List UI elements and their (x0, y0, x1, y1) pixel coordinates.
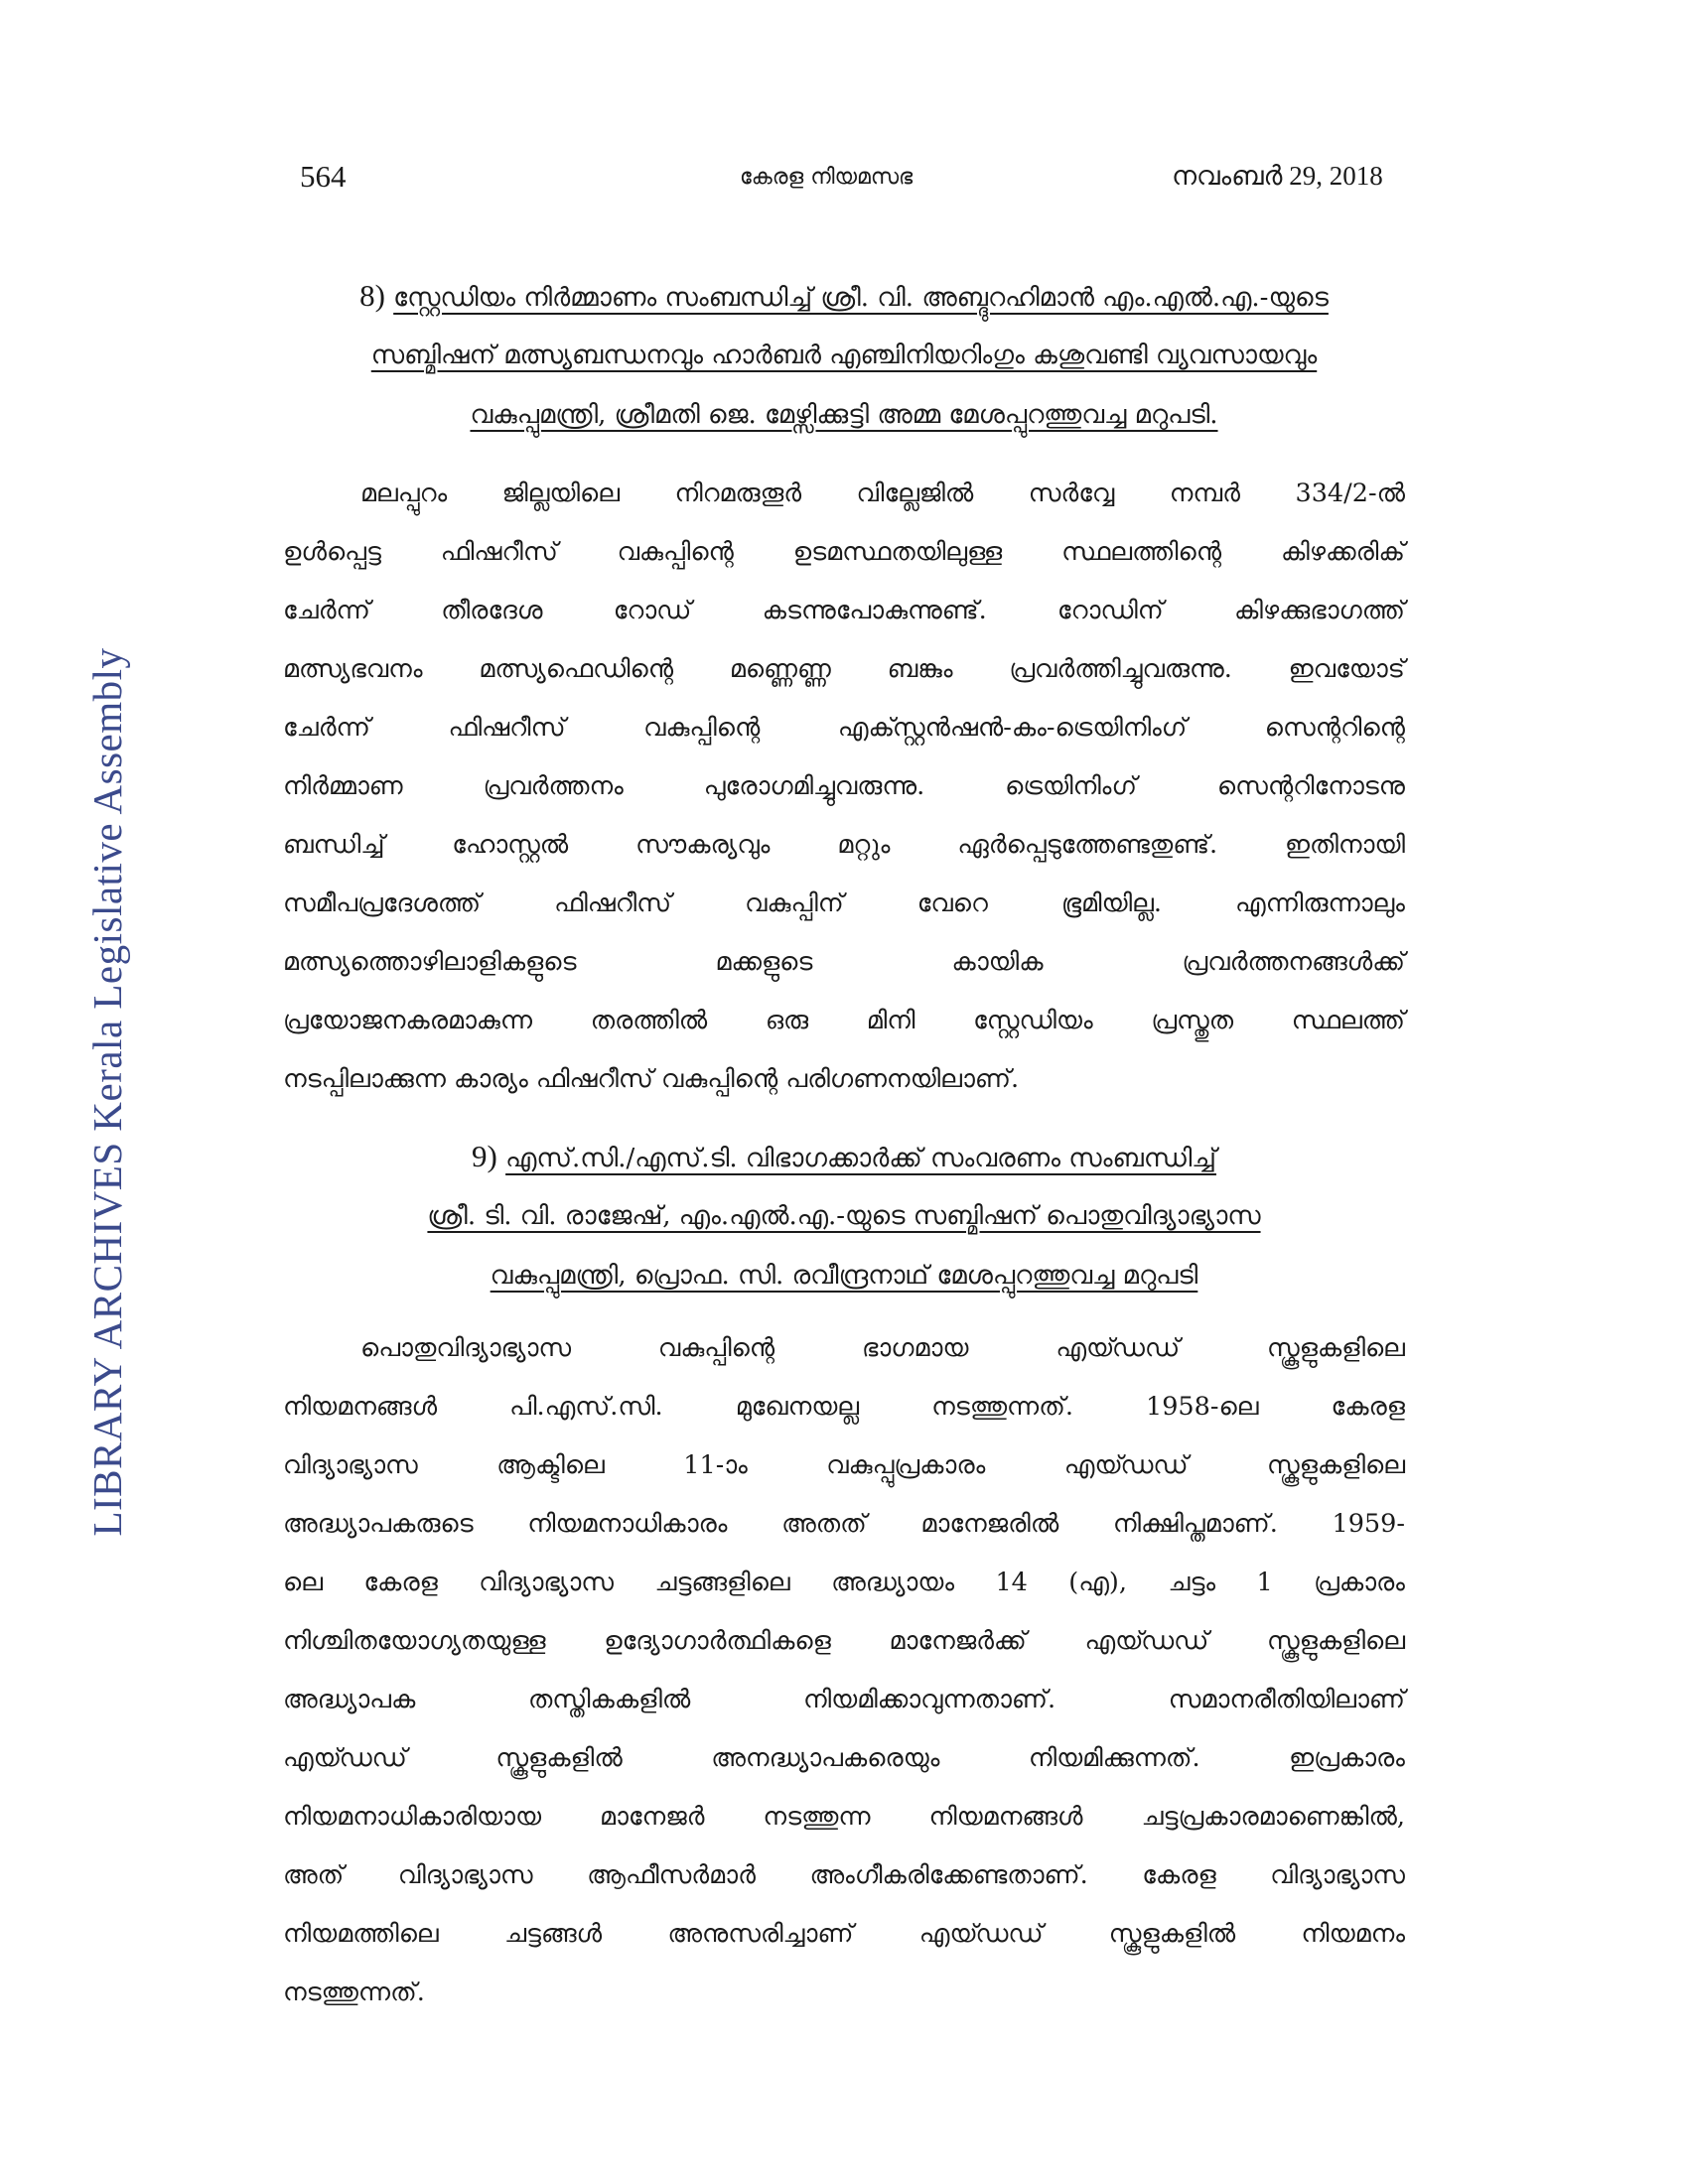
section-8-paragraph (283, 465, 1405, 1109)
section-9-paragraph (283, 1319, 1405, 2022)
paragraph-line: സമീപപ്രദേശത്ത് ഫിഷറീസ് വകുപ്പിന് വേറെ ഭൂമിയില്ല. എന്നിരുന്നാലും (283, 888, 1405, 918)
section-number: 9) (472, 1139, 497, 1173)
paragraph-line: നിയമനാധികാരിയായ മാനേജർ നടത്തുന്ന നിയമനങ്ങൾ ചട്ടപ്രകാരമാണെങ്കിൽ, (283, 1802, 1405, 1832)
paragraph-line: ബന്ധിച്ച് ഹോസ്റ്റൽ സൗകര്യവും മറ്റും ഏർപ്പെടുത്തേണ്ടതുണ്ട്. ഇതിനായി (283, 830, 1405, 860)
paragraph-line: അദ്ധ്യാപകരുടെ നിയമനാധികാരം അതത് മാനേജരിൽ നിക്ഷിപ്തമാണ്. 1959- (283, 1509, 1405, 1539)
paragraph-line: പൊതുവിദ്യാഭ്യാസ വകുപ്പിന്റെ ഭാഗമായ എയ്ഡഡ് സ്കൂളുകളിലെ (360, 1333, 1405, 1363)
paragraph-line: ലെ കേരള വിദ്യാഭ്യാസ ചട്ടങ്ങളിലെ അദ്ധ്യായം 14 (എ), ചട്ടം 1 പ്രകാരം (283, 1568, 1405, 1597)
paragraph-line: നടപ്പിലാക്കുന്ന കാര്യം ഫിഷറീസ് വകുപ്പിന്റെ പരിഗണനയിലാണ്. (283, 1064, 1020, 1094)
heading-line: വകുപ്പുമന്ത്രി, പ്രൊഫ. സി. രവീന്ദ്രനാഥ് മേശപ്പുറത്തുവച്ച മറുപടി (490, 1261, 1198, 1291)
heading-text: സ്റ്റേഡിയം നിർമ്മാണം സംബന്ധിച്ച് ശ്രീ. വി. അബ്ദുറഹിമാൻ എം.എൽ.എ.-യുടെ (393, 283, 1329, 313)
paragraph-line: ചേർന്ന് ഫിഷറീസ് വകുപ്പിന്റെ എക്സ്റ്റൻഷൻ-കം-ട്രെയിനിംഗ് സെന്ററിന്റെ (283, 713, 1405, 743)
archive-watermark: LIBRARY ARCHIVES Kerala Legislative Assembly (84, 647, 130, 1537)
heading-line: ശ്രീ. ടി. വി. രാജേഷ്, എം.എൽ.എ.-യുടെ സബ്മിഷന് പൊതുവിദ്യാഭ്യാസ (427, 1201, 1261, 1231)
heading-text: എസ്.സി./എസ്.ടി. വിഭാഗക്കാർക്ക് സംവരണം സംബന്ധിച്ച് (505, 1144, 1216, 1173)
paragraph-line: നിർമ്മാണ പ്രവർത്തനം പുരോഗമിച്ചുവരുന്നു. ട്രെയിനിംഗ് സെന്ററിനോടനു (283, 771, 1405, 801)
paragraph-line: മലപ്പുറം ജില്ലയിലെ നിറമരുതൂർ വില്ലേജിൽ സർവ്വേ നമ്പർ 334/2-ൽ (360, 478, 1405, 508)
paragraph-line: അത് വിദ്യാഭ്യാസ ആഫീസർമാർ അംഗീകരിക്കേണ്ടതാണ്. കേരള വിദ്യാഭ്യാസ (283, 1860, 1405, 1890)
paragraph-line: അദ്ധ്യാപക തസ്തികകളിൽ നിയമിക്കാവുന്നതാണ്. സമാനരീതിയിലാണ് (283, 1685, 1405, 1714)
header-date: നവംബർ 29, 2018 (1172, 161, 1383, 191)
heading-line: വകുപ്പുമന്ത്രി, ശ്രീമതി ജെ. മേഴ്സിക്കുട്ടി അമ്മ മേശപ്പുറത്തുവച്ച മറുപടി. (470, 400, 1218, 430)
paragraph-line: എയ്ഡഡ് സ്കൂളുകളിൽ അനദ്ധ്യാപകരെയും നിയമിക്കുന്നത്. ഇപ്രകാരം (283, 1743, 1405, 1773)
paragraph-line: നിയമനങ്ങൾ പി.എസ്.സി. മുഖേനയല്ല നടത്തുന്നത്. 1958-ലെ കേരള (283, 1392, 1405, 1422)
heading-line: സബ്മിഷന് മത്സ്യബന്ധനവും ഹാർബർ എഞ്ചിനിയറിംഗും കശുവണ്ടി വ്യവസായവും (370, 341, 1318, 370)
paragraph-line: മത്സ്യത്തൊഴിലാളികളുടെ മക്കളുടെ കായിക പ്രവർത്തനങ്ങൾക്ക് (283, 947, 1405, 977)
page-content (283, 266, 1405, 2022)
section-9-heading (283, 1127, 1405, 1305)
heading-line (283, 1127, 1405, 1186)
page-header (0, 159, 1688, 208)
paragraph-line: മത്സ്യഭവനം മത്സ്യഫെഡിന്റെ മണ്ണെണ്ണ ബങ്കും പ്രവർത്തിച്ചുവരുന്നു. ഇവയോട് (283, 654, 1405, 684)
section-8-heading (283, 266, 1405, 445)
paragraph-line: നടത്തുന്നത്. (283, 1978, 425, 2007)
heading-line (283, 266, 1405, 326)
paragraph-line: പ്രയോജനകരമാകുന്ന തരത്തിൽ ഒരു മിനി സ്റ്റേഡിയം പ്രസ്തുത സ്ഥലത്ത് (283, 1006, 1405, 1035)
paragraph-line: ഉൾപ്പെട്ട ഫിഷറീസ് വകുപ്പിന്റെ ഉടമസ്ഥതയിലുള്ള സ്ഥലത്തിന്റെ കിഴക്കരിക് (283, 537, 1405, 567)
paragraph-line: ചേർന്ന് തീരദേശ റോഡ് കടന്നുപോകുന്നുണ്ട്. റോഡിന് കിഴക്കുഭാഗത്ത് (283, 596, 1405, 625)
section-number: 8) (359, 278, 385, 313)
paragraph-line: നിശ്ചിതയോഗ്യതയുള്ള ഉദ്യോഗാർത്ഥികളെ മാനേജർക്ക് എയ്ഡഡ് സ്കൂളുകളിലെ (283, 1626, 1405, 1656)
paragraph-line: വിദ്യാഭ്യാസ ആക്ടിലെ 11-ാം വകുപ്പുപ്രകാരം എയ്ഡഡ് സ്കൂളുകളിലെ (283, 1450, 1405, 1480)
page-number: 564 (300, 159, 347, 194)
paragraph-line: നിയമത്തിലെ ചട്ടങ്ങൾ അനുസരിച്ചാണ് എയ്ഡഡ് സ്കൂളുകളിൽ നിയമനം (283, 1919, 1405, 1949)
header-title: കേരള നിയമസഭ (740, 165, 914, 190)
